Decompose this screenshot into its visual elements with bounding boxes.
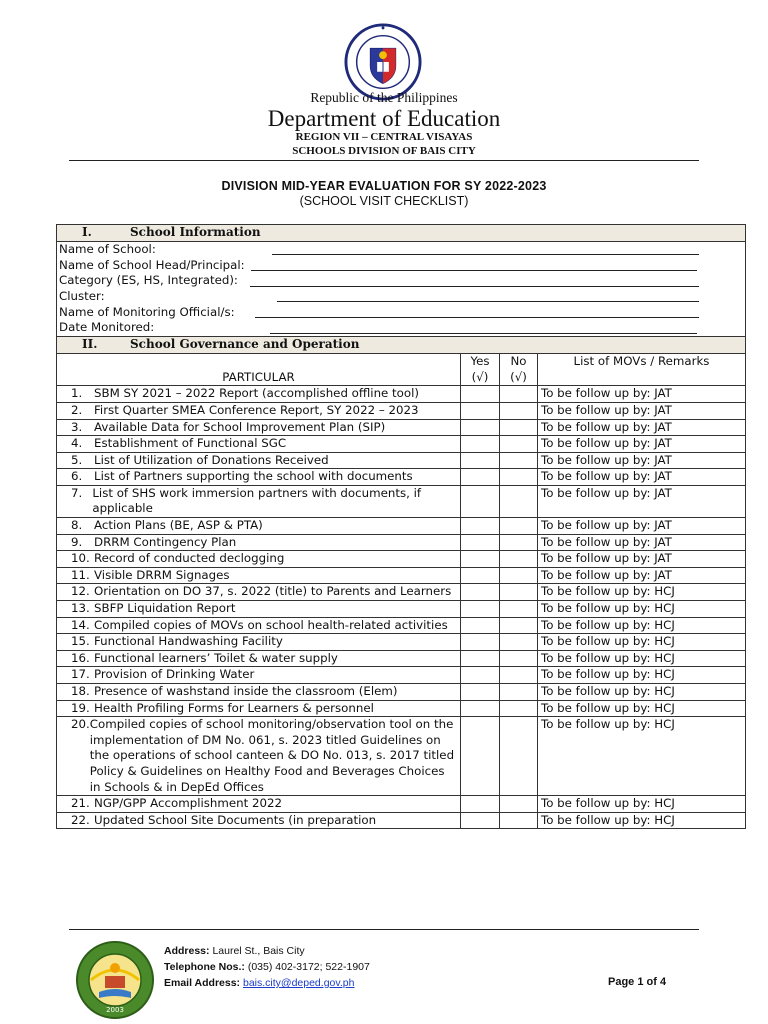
item-text: Health Profiling Forms for Learners & personnel: [94, 700, 374, 715]
yes-checkbox-cell[interactable]: [461, 812, 500, 829]
particular-cell: [57, 617, 461, 634]
particular-cell: [57, 436, 461, 453]
item-number: 15.: [71, 634, 90, 649]
particular-cell: [57, 386, 461, 403]
remark-cell: To be follow up by: HCJ: [538, 812, 746, 829]
section-1-title: School Information: [130, 225, 261, 239]
no-checkbox-cell[interactable]: [500, 419, 538, 436]
yes-checkbox-cell[interactable]: [461, 551, 500, 568]
item-text: SBFP Liquidation Report: [94, 601, 236, 616]
item-number: 1.: [71, 386, 83, 401]
no-checkbox-cell[interactable]: [500, 402, 538, 419]
particular-cell: [57, 796, 461, 813]
table-row: [57, 518, 746, 535]
particular-cell: [57, 402, 461, 419]
remark-cell: To be follow up by: HCJ: [538, 796, 746, 813]
particular-column-header: PARTICULAR: [57, 354, 461, 386]
remark-cell: To be follow up by: JAT: [538, 469, 746, 486]
particular-cell: [57, 601, 461, 618]
particular-cell: [57, 567, 461, 584]
particular-cell: [57, 584, 461, 601]
particular-cell: [57, 634, 461, 651]
table-row: [57, 419, 746, 436]
no-checkbox-cell[interactable]: [500, 469, 538, 486]
yes-checkbox-cell[interactable]: [461, 436, 500, 453]
table-row: [57, 534, 746, 551]
monitoring-official-field[interactable]: [255, 307, 699, 318]
item-text: Presence of washstand inside the classroom (Elem): [94, 684, 398, 698]
remark-cell: To be follow up by: HCJ: [538, 650, 746, 667]
yes-column-header: Yes (√): [461, 354, 500, 386]
no-checkbox-cell[interactable]: [500, 601, 538, 618]
info-field-row: Category (ES, HS, Integrated):: [59, 273, 743, 289]
yes-checkbox-cell[interactable]: [461, 717, 500, 796]
info-field-row: Cluster:: [59, 289, 743, 305]
yes-checkbox-cell[interactable]: [461, 667, 500, 684]
no-checkbox-cell[interactable]: [500, 534, 538, 551]
item-text: Visible DRRM Signages: [94, 567, 230, 582]
category-field[interactable]: [250, 276, 699, 287]
yes-checkbox-cell[interactable]: [461, 567, 500, 584]
table-row: [57, 700, 746, 717]
remark-cell: To be follow up by: JAT: [538, 386, 746, 403]
footer-email: Email Address: bais.city@deped.gov.ph: [164, 977, 355, 989]
school-info-block: [57, 242, 746, 337]
no-checkbox-cell[interactable]: [500, 567, 538, 584]
no-checkbox-cell[interactable]: [500, 386, 538, 403]
table-row: [57, 452, 746, 469]
column-header-row: [57, 354, 746, 386]
table-row: [57, 684, 746, 701]
item-text: Record of conducted declogging: [94, 551, 285, 566]
item-number: 13.: [71, 601, 90, 616]
item-number: 3.: [71, 419, 83, 434]
department-heading: Department of Education: [267, 106, 501, 131]
remark-cell: To be follow up by: HCJ: [538, 584, 746, 601]
item-number: 6.: [71, 469, 83, 484]
item-text: DRRM Contingency Plan: [94, 534, 237, 549]
no-checkbox-cell[interactable]: [500, 812, 538, 829]
yes-checkbox-cell[interactable]: [461, 534, 500, 551]
yes-checkbox-cell[interactable]: [461, 650, 500, 667]
item-number: 19.: [71, 700, 90, 715]
division-seal-logo: [75, 940, 155, 1020]
table-row: [57, 469, 746, 486]
movs-column-header: List of MOVs / Remarks: [538, 354, 746, 386]
item-number: 16.: [71, 650, 90, 665]
document-subtitle: (SCHOOL VISIT CHECKLIST): [299, 194, 469, 208]
table-row: [57, 584, 746, 601]
region-heading: REGION VII – CENTRAL VISAYAS: [295, 131, 473, 143]
particular-cell: [57, 650, 461, 667]
yes-checkbox-cell[interactable]: [461, 386, 500, 403]
remark-cell: To be follow up by: JAT: [538, 551, 746, 568]
remark-cell: To be follow up by: HCJ: [538, 684, 746, 701]
no-checkbox-cell[interactable]: [500, 634, 538, 651]
page-number: Page 1 of 4: [608, 976, 667, 988]
remark-cell: To be follow up by: JAT: [538, 518, 746, 535]
no-checkbox-cell[interactable]: [500, 650, 538, 667]
item-number: 18.: [71, 684, 90, 698]
table-row: [57, 650, 746, 667]
item-text: Available Data for School Improvement Plan (SIP): [94, 419, 386, 434]
yes-checkbox-cell[interactable]: [461, 518, 500, 535]
particular-cell: [57, 485, 461, 517]
yes-checkbox-cell[interactable]: [461, 485, 500, 517]
no-checkbox-cell[interactable]: [500, 667, 538, 684]
school-head-field[interactable]: [251, 260, 697, 271]
division-heading: SCHOOLS DIVISION OF BAIS CITY: [292, 145, 476, 157]
no-checkbox-cell[interactable]: [500, 452, 538, 469]
remark-cell: To be follow up by: JAT: [538, 402, 746, 419]
item-number: 7.: [71, 485, 83, 500]
remark-cell: To be follow up by: JAT: [538, 436, 746, 453]
table-row: [57, 796, 746, 813]
yes-checkbox-cell[interactable]: [461, 684, 500, 701]
table-row: [57, 601, 746, 618]
item-number: 22.: [71, 812, 90, 827]
particular-cell: [57, 452, 461, 469]
yes-checkbox-cell[interactable]: [461, 584, 500, 601]
remark-cell: To be follow up by: HCJ: [538, 700, 746, 717]
info-field-row: Date Monitored:: [59, 320, 743, 336]
item-text: NGP/GPP Accomplishment 2022: [94, 796, 283, 811]
email-link[interactable]: bais.city@deped.gov.ph: [242, 977, 355, 989]
item-text: Orientation on DO 37, s. 2022 (title) to Parents and Learners: [94, 584, 452, 599]
particular-cell: [57, 812, 461, 829]
republic-heading: Republic of the Philippines: [310, 90, 458, 105]
no-checkbox-cell[interactable]: [500, 584, 538, 601]
item-text: Compiled copies of MOVs on school health-related activities: [94, 617, 448, 632]
item-number: 14.: [71, 617, 90, 632]
remark-cell: To be follow up by: HCJ: [538, 634, 746, 651]
particular-cell: [57, 419, 461, 436]
table-row: [57, 617, 746, 634]
section-1-number: I.: [82, 225, 92, 239]
item-number: 8.: [71, 518, 83, 533]
yes-checkbox-cell[interactable]: [461, 402, 500, 419]
item-number: 20.: [71, 717, 90, 732]
no-checkbox-cell[interactable]: [500, 518, 538, 535]
yes-checkbox-cell[interactable]: [461, 634, 500, 651]
particular-cell: [57, 518, 461, 535]
item-text: List of Partners supporting the school with documents: [94, 469, 413, 484]
table-row: [57, 567, 746, 584]
item-number: 12.: [71, 584, 90, 599]
table-row: [57, 485, 746, 517]
document-title: DIVISION MID-YEAR EVALUATION FOR SY 2022-2023: [221, 179, 547, 193]
footer-divider: [69, 929, 699, 930]
yes-checkbox-cell[interactable]: [461, 601, 500, 618]
info-field-row: Name of School:: [59, 242, 743, 258]
yes-checkbox-cell[interactable]: [461, 700, 500, 717]
remark-cell: To be follow up by: HCJ: [538, 601, 746, 618]
no-checkbox-cell[interactable]: [500, 796, 538, 813]
particular-cell: [57, 700, 461, 717]
name-of-school-field[interactable]: [272, 244, 699, 255]
remark-cell: To be follow up by: JAT: [538, 419, 746, 436]
item-number: 17.: [71, 667, 90, 682]
item-text: Action Plans (BE, ASP & PTA): [94, 518, 263, 533]
remark-cell: To be follow up by: HCJ: [538, 667, 746, 684]
item-number: 9.: [71, 534, 83, 549]
no-checkbox-cell[interactable]: [500, 485, 538, 517]
header-divider: [69, 160, 699, 161]
section-2-header: [57, 337, 746, 354]
no-checkbox-cell[interactable]: [500, 700, 538, 717]
item-number: 2.: [71, 402, 83, 417]
item-number: 5.: [71, 452, 83, 467]
item-text: SBM SY 2021 – 2022 Report (accomplished offline tool): [94, 386, 420, 401]
table-row: [57, 402, 746, 419]
item-text: Updated School Site Documents (in preparation: [94, 812, 377, 827]
checklist-table: [56, 224, 746, 829]
no-checkbox-cell[interactable]: [500, 436, 538, 453]
particular-cell: [57, 469, 461, 486]
remark-cell: To be follow up by: JAT: [538, 567, 746, 584]
particular-cell: [57, 684, 461, 701]
info-field-row: Name of Monitoring Official/s:: [59, 305, 743, 321]
cluster-field[interactable]: [277, 291, 699, 302]
particular-cell: [57, 717, 461, 796]
item-number: 10.: [71, 551, 90, 566]
seal-year: 2003: [106, 1006, 124, 1014]
footer-telephone: Telephone Nos.: (035) 402-3172; 522-1907: [164, 961, 370, 973]
remark-cell: To be follow up by: HCJ: [538, 717, 746, 796]
item-text: Compiled copies of school monitoring/observation tool on the implementation of DM No. 061, s. 2023 titled Guidelines on the operations of school canteen & DO No. 013, s. 2017 titled Policy & Guidelines on Healthy Food and Beverages Choices in Schools & in DepEd Offices: [89, 717, 455, 794]
section-1-header: [57, 225, 746, 242]
date-monitored-field[interactable]: [270, 323, 697, 334]
item-text: Provision of Drinking Water: [94, 667, 255, 682]
footer-address: Address: Laurel St., Bais City: [164, 945, 305, 957]
section-2-title: School Governance and Operation: [130, 337, 360, 352]
remark-cell: To be follow up by: JAT: [538, 485, 746, 517]
table-row: [57, 436, 746, 453]
item-number: 4.: [71, 436, 83, 451]
section-2-number: II.: [82, 337, 98, 352]
yes-checkbox-cell[interactable]: [461, 796, 500, 813]
item-text: Functional Handwashing Facility: [94, 634, 283, 649]
no-checkbox-cell[interactable]: [500, 551, 538, 568]
item-text: First Quarter SMEA Conference Report, SY 2022 – 2023: [94, 402, 419, 417]
table-row: [57, 667, 746, 684]
particular-cell: [57, 667, 461, 684]
yes-checkbox-cell[interactable]: [461, 617, 500, 634]
item-text: Functional learners’ Toilet & water supply: [94, 650, 338, 665]
no-checkbox-cell[interactable]: [500, 617, 538, 634]
no-column-header: No (√): [500, 354, 538, 386]
item-text: List of SHS work immersion partners with documents, if applicable: [92, 485, 422, 516]
item-text: Establishment of Functional SGC: [94, 436, 287, 451]
yes-checkbox-cell[interactable]: [461, 419, 500, 436]
remark-cell: To be follow up by: JAT: [538, 534, 746, 551]
remark-cell: To be follow up by: JAT: [538, 452, 746, 469]
table-row: [57, 717, 746, 796]
table-row: [57, 634, 746, 651]
no-checkbox-cell[interactable]: [500, 684, 538, 701]
yes-checkbox-cell[interactable]: [461, 469, 500, 486]
item-text: List of Utilization of Donations Received: [94, 452, 329, 467]
table-row: [57, 551, 746, 568]
particular-cell: [57, 551, 461, 568]
no-checkbox-cell[interactable]: [500, 717, 538, 796]
remark-cell: To be follow up by: HCJ: [538, 617, 746, 634]
table-row: [57, 386, 746, 403]
table-row: [57, 812, 746, 829]
item-number: 11.: [71, 567, 90, 582]
info-field-row: Name of School Head/Principal:: [59, 258, 743, 274]
yes-checkbox-cell[interactable]: [461, 452, 500, 469]
particular-cell: [57, 534, 461, 551]
item-number: 21.: [71, 796, 90, 811]
